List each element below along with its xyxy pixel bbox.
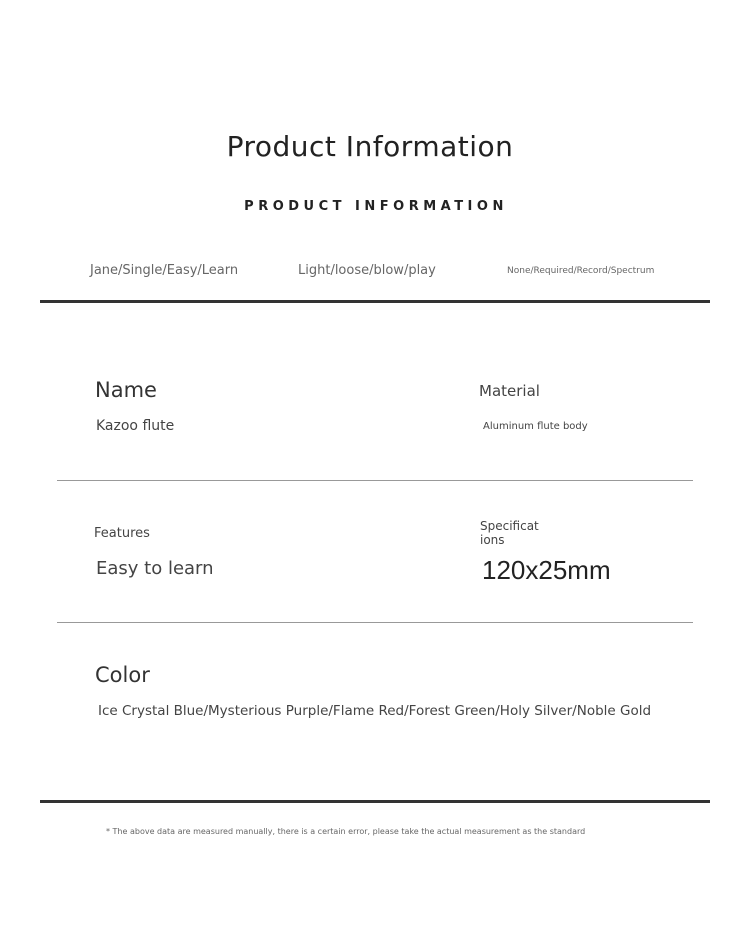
- specifications-label-line1: Specificat: [480, 519, 539, 533]
- feature-tag-easy-learn: Jane/Single/Easy/Learn: [90, 263, 239, 278]
- measurement-footnote: * The above data are measured manually, there is a certain error, please take the actual measurement as the standard: [106, 827, 586, 836]
- material-label: Material: [479, 382, 540, 400]
- color-value: Ice Crystal Blue/Mysterious Purple/Flame Red/Forest Green/Holy Silver/Noble Gold: [98, 703, 652, 719]
- row-divider-2: [57, 622, 693, 623]
- page-subtitle: PRODUCT INFORMATION: [244, 199, 508, 214]
- top-divider: [40, 300, 710, 303]
- row-divider-1: [57, 480, 693, 481]
- feature-tag-no-record: None/Required/Record/Spectrum: [507, 266, 655, 276]
- name-value: Kazoo flute: [96, 418, 175, 434]
- specifications-label-line2: ions: [480, 533, 505, 547]
- color-label: Color: [95, 663, 150, 687]
- material-value: Aluminum flute body: [483, 421, 588, 432]
- specifications-label: [480, 519, 539, 547]
- features-value: Easy to learn: [96, 558, 214, 579]
- specifications-value: 120x25mm: [482, 555, 611, 585]
- page-title: Product Information: [226, 130, 514, 163]
- name-label: Name: [95, 378, 157, 402]
- bottom-divider: [40, 800, 710, 803]
- features-label: Features: [94, 526, 150, 541]
- feature-tag-light-play: Light/loose/blow/play: [298, 263, 436, 278]
